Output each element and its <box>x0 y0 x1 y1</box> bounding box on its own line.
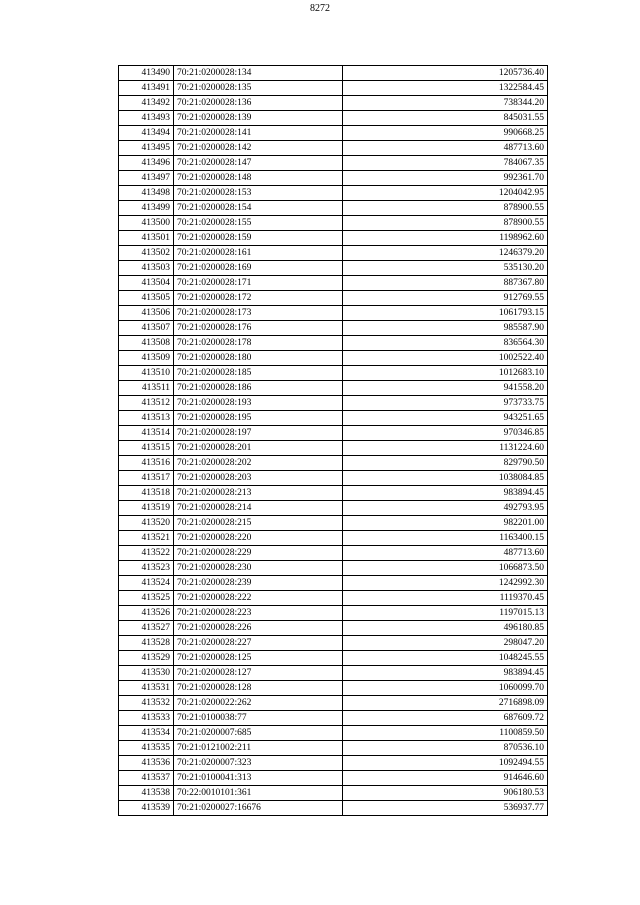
cadastral-number-cell: 70:21:0200028:203 <box>174 471 343 486</box>
row-number-cell: 413495 <box>119 141 174 156</box>
row-number-cell: 413496 <box>119 156 174 171</box>
cadastral-number-cell: 70:21:0100041:313 <box>174 771 343 786</box>
row-number-cell: 413497 <box>119 171 174 186</box>
cadastral-number-cell: 70:21:0200028:153 <box>174 186 343 201</box>
row-number-cell: 413536 <box>119 756 174 771</box>
table-row <box>119 231 548 246</box>
cadastral-number-cell: 70:21:0200028:154 <box>174 201 343 216</box>
cadastral-value-table <box>118 65 548 816</box>
cadastral-value-cell: 836564.30 <box>343 336 548 351</box>
table-row <box>119 531 548 546</box>
row-number-cell: 413520 <box>119 516 174 531</box>
cadastral-value-cell: 1131224.60 <box>343 441 548 456</box>
cadastral-value-cell: 487713.60 <box>343 546 548 561</box>
row-number-cell: 413509 <box>119 351 174 366</box>
row-number-cell: 413514 <box>119 426 174 441</box>
cadastral-value-cell: 535130.20 <box>343 261 548 276</box>
row-number-cell: 413537 <box>119 771 174 786</box>
cadastral-value-cell: 970346.85 <box>343 426 548 441</box>
cadastral-number-cell: 70:21:0200028:176 <box>174 321 343 336</box>
row-number-cell: 413530 <box>119 666 174 681</box>
cadastral-number-cell: 70:21:0200028:214 <box>174 501 343 516</box>
table-row <box>119 651 548 666</box>
row-number-cell: 413525 <box>119 591 174 606</box>
cadastral-number-cell: 70:21:0100038:77 <box>174 711 343 726</box>
cadastral-number-cell: 70:21:0200028:159 <box>174 231 343 246</box>
table-row <box>119 696 548 711</box>
row-number-cell: 413521 <box>119 531 174 546</box>
table-row <box>119 576 548 591</box>
cadastral-number-cell: 70:21:0200028:185 <box>174 366 343 381</box>
cadastral-value-cell: 1204042.95 <box>343 186 548 201</box>
cadastral-number-cell: 70:21:0200028:125 <box>174 651 343 666</box>
table-row <box>119 486 548 501</box>
row-number-cell: 413498 <box>119 186 174 201</box>
row-number-cell: 413528 <box>119 636 174 651</box>
cadastral-number-cell: 70:21:0200028:215 <box>174 516 343 531</box>
cadastral-number-cell: 70:21:0200028:201 <box>174 441 343 456</box>
table-row <box>119 606 548 621</box>
row-number-cell: 413512 <box>119 396 174 411</box>
cadastral-value-cell: 1012683.10 <box>343 366 548 381</box>
row-number-cell: 413491 <box>119 81 174 96</box>
table-row <box>119 786 548 801</box>
table-row <box>119 666 548 681</box>
cadastral-value-cell: 1163400.15 <box>343 531 548 546</box>
row-number-cell: 413502 <box>119 246 174 261</box>
cadastral-number-cell: 70:21:0200028:193 <box>174 396 343 411</box>
cadastral-value-cell: 487713.60 <box>343 141 548 156</box>
table-row <box>119 246 548 261</box>
row-number-cell: 413524 <box>119 576 174 591</box>
cadastral-number-cell: 70:21:0200028:148 <box>174 171 343 186</box>
row-number-cell: 413539 <box>119 801 174 816</box>
cadastral-number-cell: 70:21:0200027:16676 <box>174 801 343 816</box>
cadastral-value-cell: 870536.10 <box>343 741 548 756</box>
table-row <box>119 546 548 561</box>
row-number-cell: 413517 <box>119 471 174 486</box>
cadastral-value-cell: 912769.55 <box>343 291 548 306</box>
row-number-cell: 413493 <box>119 111 174 126</box>
cadastral-number-cell: 70:21:0200028:173 <box>174 306 343 321</box>
row-number-cell: 413499 <box>119 201 174 216</box>
row-number-cell: 413505 <box>119 291 174 306</box>
table-row <box>119 216 548 231</box>
table-row <box>119 411 548 426</box>
row-number-cell: 413494 <box>119 126 174 141</box>
cadastral-number-cell: 70:21:0200028:134 <box>174 66 343 81</box>
row-number-cell: 413503 <box>119 261 174 276</box>
row-number-cell: 413523 <box>119 561 174 576</box>
row-number-cell: 413490 <box>119 66 174 81</box>
cadastral-value-cell: 496180.85 <box>343 621 548 636</box>
cadastral-value-cell: 829790.50 <box>343 456 548 471</box>
table-row <box>119 201 548 216</box>
row-number-cell: 413492 <box>119 96 174 111</box>
table-row <box>119 321 548 336</box>
cadastral-number-cell: 70:21:0200028:227 <box>174 636 343 651</box>
cadastral-number-cell: 70:21:0200007:685 <box>174 726 343 741</box>
cadastral-value-cell: 492793.95 <box>343 501 548 516</box>
table-row <box>119 291 548 306</box>
table-row <box>119 381 548 396</box>
cadastral-number-cell: 70:21:0200028:178 <box>174 336 343 351</box>
cadastral-number-cell: 70:21:0121002:211 <box>174 741 343 756</box>
cadastral-number-cell: 70:21:0200028:195 <box>174 411 343 426</box>
cadastral-value-cell: 687609.72 <box>343 711 548 726</box>
row-number-cell: 413526 <box>119 606 174 621</box>
cadastral-number-cell: 70:21:0200028:180 <box>174 351 343 366</box>
cadastral-value-cell: 992361.70 <box>343 171 548 186</box>
row-number-cell: 413533 <box>119 711 174 726</box>
table-row <box>119 516 548 531</box>
cadastral-number-cell: 70:21:0200028:229 <box>174 546 343 561</box>
cadastral-value-cell: 1060099.70 <box>343 681 548 696</box>
row-number-cell: 413527 <box>119 621 174 636</box>
cadastral-number-cell: 70:21:0200028:127 <box>174 666 343 681</box>
row-number-cell: 413529 <box>119 651 174 666</box>
cadastral-number-cell: 70:21:0200028:155 <box>174 216 343 231</box>
cadastral-value-cell: 1002522.40 <box>343 351 548 366</box>
table-row <box>119 156 548 171</box>
cadastral-number-cell: 70:21:0200028:128 <box>174 681 343 696</box>
cadastral-value-cell: 1242992.30 <box>343 576 548 591</box>
row-number-cell: 413538 <box>119 786 174 801</box>
row-number-cell: 413516 <box>119 456 174 471</box>
cadastral-value-cell: 784067.35 <box>343 156 548 171</box>
cadastral-value-cell: 1061793.15 <box>343 306 548 321</box>
cadastral-value-cell: 1198962.60 <box>343 231 548 246</box>
row-number-cell: 413510 <box>119 366 174 381</box>
table-row <box>119 141 548 156</box>
page-number: 8272 <box>310 3 330 14</box>
table-row <box>119 171 548 186</box>
table-row <box>119 726 548 741</box>
table-row <box>119 756 548 771</box>
table-row <box>119 81 548 96</box>
row-number-cell: 413508 <box>119 336 174 351</box>
cadastral-value-cell: 1038084.85 <box>343 471 548 486</box>
cadastral-value-cell: 738344.20 <box>343 96 548 111</box>
table-row <box>119 426 548 441</box>
cadastral-value-cell: 1246379.20 <box>343 246 548 261</box>
table-row <box>119 441 548 456</box>
cadastral-value-cell: 943251.65 <box>343 411 548 426</box>
table-row <box>119 396 548 411</box>
table-row <box>119 771 548 786</box>
table-row <box>119 186 548 201</box>
cadastral-number-cell: 70:21:0200028:147 <box>174 156 343 171</box>
cadastral-value-cell: 941558.20 <box>343 381 548 396</box>
cadastral-value-cell: 2716898.09 <box>343 696 548 711</box>
cadastral-value-cell: 985587.90 <box>343 321 548 336</box>
table-body <box>119 66 548 816</box>
cadastral-value-cell: 983894.45 <box>343 486 548 501</box>
cadastral-number-cell: 70:21:0200028:136 <box>174 96 343 111</box>
cadastral-number-cell: 70:21:0200028:220 <box>174 531 343 546</box>
table-row <box>119 711 548 726</box>
cadastral-number-cell: 70:21:0200007:323 <box>174 756 343 771</box>
table-row <box>119 501 548 516</box>
table-row <box>119 366 548 381</box>
cadastral-value-cell: 973733.75 <box>343 396 548 411</box>
table-row <box>119 126 548 141</box>
cadastral-value-cell: 1092494.55 <box>343 756 548 771</box>
cadastral-value-cell: 1119370.45 <box>343 591 548 606</box>
cadastral-value-cell: 1066873.50 <box>343 561 548 576</box>
row-number-cell: 413511 <box>119 381 174 396</box>
cadastral-value-cell: 298047.20 <box>343 636 548 651</box>
table-row <box>119 66 548 81</box>
cadastral-number-cell: 70:21:0200028:139 <box>174 111 343 126</box>
cadastral-value-cell: 536937.77 <box>343 801 548 816</box>
cadastral-number-cell: 70:21:0200028:223 <box>174 606 343 621</box>
cadastral-value-cell: 887367.80 <box>343 276 548 291</box>
cadastral-number-cell: 70:21:0200028:222 <box>174 591 343 606</box>
row-number-cell: 413534 <box>119 726 174 741</box>
table-row <box>119 111 548 126</box>
table-row <box>119 96 548 111</box>
cadastral-value-cell: 1322584.45 <box>343 81 548 96</box>
table-row <box>119 351 548 366</box>
cadastral-value-cell: 845031.55 <box>343 111 548 126</box>
cadastral-number-cell: 70:21:0200028:226 <box>174 621 343 636</box>
cadastral-number-cell: 70:21:0200028:213 <box>174 486 343 501</box>
table-row <box>119 801 548 816</box>
table-row <box>119 306 548 321</box>
cadastral-number-cell: 70:21:0200028:135 <box>174 81 343 96</box>
cadastral-number-cell: 70:22:0010101:361 <box>174 786 343 801</box>
row-number-cell: 413519 <box>119 501 174 516</box>
cadastral-value-cell: 1205736.40 <box>343 66 548 81</box>
table-row <box>119 681 548 696</box>
cadastral-number-cell: 70:21:0200028:172 <box>174 291 343 306</box>
cadastral-number-cell: 70:21:0200028:161 <box>174 246 343 261</box>
row-number-cell: 413506 <box>119 306 174 321</box>
cadastral-number-cell: 70:21:0200028:169 <box>174 261 343 276</box>
cadastral-number-cell: 70:21:0200028:141 <box>174 126 343 141</box>
row-number-cell: 413531 <box>119 681 174 696</box>
row-number-cell: 413504 <box>119 276 174 291</box>
cadastral-value-cell: 1048245.55 <box>343 651 548 666</box>
cadastral-number-cell: 70:21:0200028:239 <box>174 576 343 591</box>
row-number-cell: 413513 <box>119 411 174 426</box>
table-row <box>119 561 548 576</box>
cadastral-value-cell: 1197015.13 <box>343 606 548 621</box>
cadastral-number-cell: 70:21:0200028:186 <box>174 381 343 396</box>
cadastral-value-cell: 983894.45 <box>343 666 548 681</box>
table-row <box>119 591 548 606</box>
cadastral-value-cell: 914646.60 <box>343 771 548 786</box>
row-number-cell: 413535 <box>119 741 174 756</box>
cadastral-value-cell: 982201.00 <box>343 516 548 531</box>
table-row <box>119 621 548 636</box>
cadastral-number-cell: 70:21:0200028:202 <box>174 456 343 471</box>
cadastral-number-cell: 70:21:0200028:171 <box>174 276 343 291</box>
cadastral-number-cell: 70:21:0200022:262 <box>174 696 343 711</box>
table-row <box>119 336 548 351</box>
cadastral-number-cell: 70:21:0200028:197 <box>174 426 343 441</box>
row-number-cell: 413515 <box>119 441 174 456</box>
cadastral-number-cell: 70:21:0200028:142 <box>174 141 343 156</box>
table-row <box>119 276 548 291</box>
row-number-cell: 413501 <box>119 231 174 246</box>
table-row <box>119 741 548 756</box>
table-row <box>119 261 548 276</box>
row-number-cell: 413518 <box>119 486 174 501</box>
table-row <box>119 456 548 471</box>
table-row <box>119 636 548 651</box>
cadastral-value-cell: 906180.53 <box>343 786 548 801</box>
table-row <box>119 471 548 486</box>
cadastral-value-cell: 990668.25 <box>343 126 548 141</box>
row-number-cell: 413532 <box>119 696 174 711</box>
cadastral-value-cell: 1100859.50 <box>343 726 548 741</box>
row-number-cell: 413507 <box>119 321 174 336</box>
cadastral-value-cell: 878900.55 <box>343 216 548 231</box>
cadastral-value-cell: 878900.55 <box>343 201 548 216</box>
row-number-cell: 413522 <box>119 546 174 561</box>
row-number-cell: 413500 <box>119 216 174 231</box>
cadastral-number-cell: 70:21:0200028:230 <box>174 561 343 576</box>
